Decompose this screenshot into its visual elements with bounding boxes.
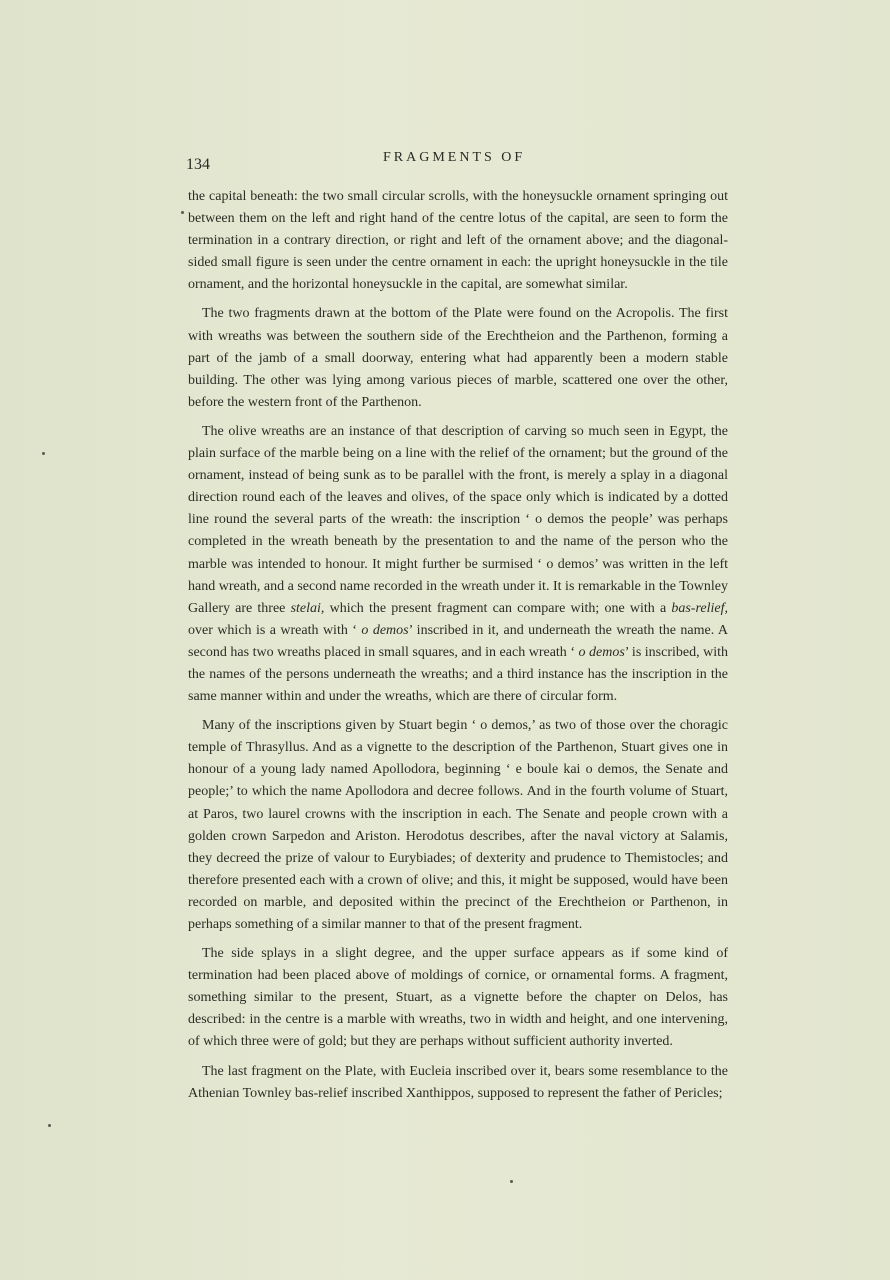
text-segment: ’ is inscribed, with the names of the persons underneath the wreaths; and a third instance has the inscription in the same manner within and under the wreaths, which are there of circular form.	[188, 644, 729, 705]
running-head: FRAGMENTS OF	[383, 150, 526, 165]
text-segment: The last fragment on the Plate, with Eucleia inscribed over it, bears some resemblance to the Athenian Townley bas-relief inscribed Xanthippos, supposed to represent the father of Pericles;	[188, 1063, 728, 1101]
text-segment: the capital beneath: the two small circular scrolls, with the honeysuckle ornament springing out between them on the left and right hand of the centre lotus of the capital, are seen to form the termination in a contrary direction, or right and left of the ornament above; and the diagonal-sided small figure is seen under the centre ornament in each: the upright honeysuckle in the tile ornament, and the horizontal honeysuckle in the capital, are somewhat similar.	[188, 189, 728, 293]
italic-term: o demos	[578, 644, 625, 660]
print-speck	[42, 452, 45, 455]
text-segment: over which is a wreath with ‘	[188, 622, 362, 638]
text-segment: The olive wreaths are an instance of that description of carving so much seen in Egypt, the plain surface of the marble being on a line with the relief of the ornament; but the ground of the ornament, instead of being sunk as to be parallel with the front, is merely a splay in a diagonal direction round each of the leaves and olives, of the space only which is indicated by a dotted line round the several parts of the wreath: the inscription ‘ o demos the people’ was perhaps completed in the wreath beneath by the presentation to and the name of the person who the marble was intended to honour. It might further be surmised ‘ o demos’ was written in the left hand wreath, and a second name recorded in the wreath under it. It is remarkable in the Townley Gallery are three	[188, 423, 728, 616]
print-speck	[510, 1180, 513, 1183]
text-segment: The two fragments drawn at the bottom of the Plate were found on the Acropolis. The first with wreaths was between the southern side of the Erechtheion and the Parthenon, forming a part of the jamb of a small doorway, entering what had apparently been a modern stable building. The other was lying among various pieces of marble, scattered one over the other, before the western front of the Parthenon.	[188, 306, 728, 410]
paragraph	[188, 186, 728, 296]
italic-term: bas-relief,	[671, 600, 728, 616]
text-segment: ’ inscribed in it, and underneath the wreath the name. A second has two wreaths placed in small squares, and in each wreath ‘	[188, 622, 728, 660]
paragraph	[188, 1061, 728, 1105]
italic-term: stelai,	[290, 600, 325, 616]
paragraph	[188, 943, 728, 1053]
print-speck	[48, 1124, 51, 1127]
print-speck	[181, 211, 184, 214]
text-segment: which the present fragment can compare with; one with a	[324, 600, 672, 616]
paragraph	[188, 421, 728, 708]
text-segment: Many of the inscriptions given by Stuart begin ‘ o demos,’ as two of those over the choragic temple of Thrasyllus. And as a vignette to the description of the Parthenon, Stuart gives one in honour of a young lady named Apollodora, beginning ‘ e boule kai o demos, the Senate and people;’ to which the name Apollodora and decree follows. And in the fourth volume of Stuart, at Paros, two laurel crowns with the inscription in each. The Senate and people crown with a golden crown Sarpedon and Ariston. Herodotus describes, after the naval victory at Salamis, they decreed the prize of valour to Eurybiades; of dexterity and prudence to Themistocles; and therefore presented each with a crown of olive; and this, it might be supposed, would have been recorded on marble, and deposited within the precinct of the Erechtheion or Parthenon, in perhaps something of a similar manner to that of the present fragment.	[188, 718, 728, 932]
page-header	[186, 146, 731, 176]
paragraph	[188, 715, 728, 936]
text-segment: The side splays in a slight degree, and the upper surface appears as if some kind of termination had been placed above of moldings of cornice, or ornamental forms. A fragment, something similar to the present, Stuart, as a vignette before the chapter on Delos, has described: in the centre is a marble with wreaths, two in width and height, and one intervening, of which three were of gold; but they are perhaps without sufficient authority inverted.	[188, 946, 728, 1050]
italic-term: o demos	[361, 622, 409, 638]
body-text	[188, 186, 728, 1112]
paragraph	[188, 303, 728, 413]
page-number: 134	[186, 156, 210, 173]
